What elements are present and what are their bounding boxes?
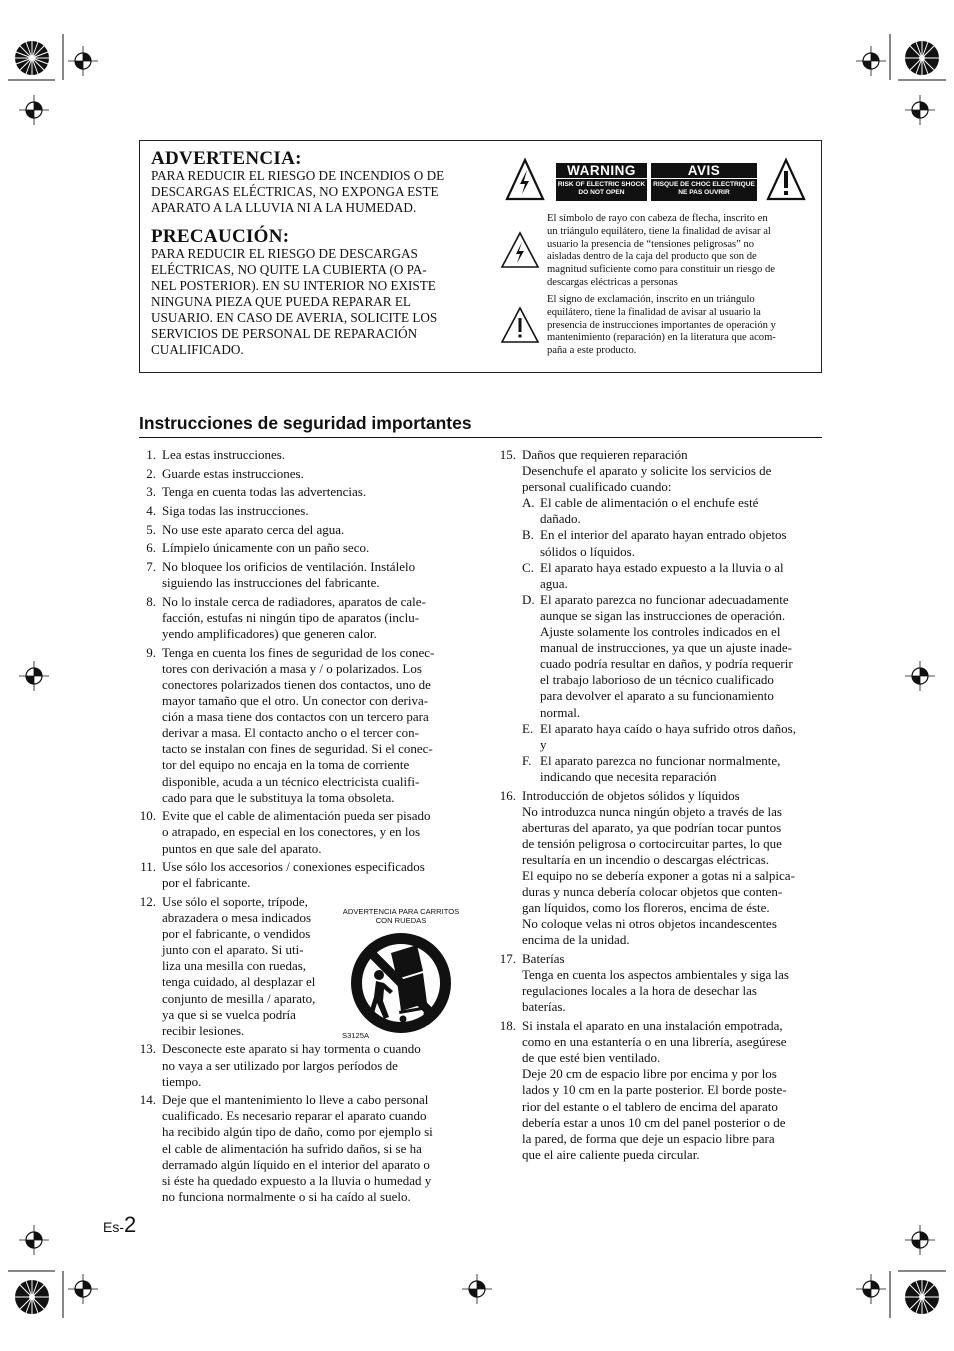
list-item: 17. Baterías Tenga en cuenta los aspectos ambientales y siga las regulaciones locales a la hora de desechar las baterías. [499,951,789,1015]
precaucion-text: PARA REDUCIR EL RIESGO DE DESCARGAS ELÉCTRICAS, NO QUITE LA CUBIERTA (O PA- NEL POSTERIOR). EN SU INTERIOR NO EXISTE NINGUNA PIEZA QUE PUEDA REPARAR EL USUARIO. EN CASO DE AVERIA, SOLICITE LOS SERVICIOS DE PERSONAL DE REPARACIÓN CUALIFICADO. [151,246,438,357]
precaucion-heading: PRECAUCIÓN: [151,226,290,247]
crosshair-mark-bottom-center [462,1274,492,1304]
list-item: 14. Deje que el mantenimiento lo lleve a cabo personal cualificado. Es necesario reparar el aparato cuando ha recibido algún tipo de daño, como por ejemplo si el cable de alimentación ha sufrido daños, si se ha derramado algún líquido en el interior del aparato o si éste ha quedado expuesto a la lluvia o humedad y no funciona normalmente o si ha caído al suelo. [139,1092,433,1204]
sub-item: E. El aparato haya caído o haya sufrido otros daños, y [522,720,796,752]
registration-mark-top-right-outer [904,36,940,80]
cart-figure-code: S3125A [342,1031,370,1040]
list-item: 3. Tenga en cuenta todas las advertencias. [146,484,367,500]
list-item: 5. No use este aparato cerca del agua. [146,521,345,537]
section-title: Instrucciones de seguridad importantes [139,413,472,433]
list-item: 15. Daños que requieren reparación Desenchufe el aparato y solicite los servicios de personal cualificado cuando: A. El cable de alimentación o el enchufe esté dañado. B. En el interior del aparato hayan entrado objetos sólidos o líquidos. C. El aparato haya estado expuesto a la lluvia o al agua. D. El aparato parezca no funcionar adecuadamente aunque se sigan las instrucciones de operación. Ajuste solamente los controles indicados en el manual de instrucciones, ya que un ajuste inade- cuado podría resultar en daños, y podría requerir el trabajo laborioso de un técnico cualificado para devolver el aparato a su funcionamiento normal. E. El aparato haya caído o haya sufrido otros daños, y F. El aparato parezca no funcionar normalmente, indicando que necesita reparación [492,447,823,785]
registration-mark-bottom-left-outer [14,1275,50,1319]
warning-label: WARNING RISK OF ELECTRIC SHOCK DO NOT OPEN [556,163,647,201]
list-item: 6. Límpielo únicamente con un paño seco. [146,540,370,556]
left-column [132,447,464,1205]
list-item: 13. Desconecte este aparato si hay tormenta o cuando no vaya a ser utilizado por largos períodos de tiempo. [139,1041,421,1089]
crosshair-mark-bottom-right [856,1274,886,1304]
list-item: 2. Guarde estas instrucciones. [146,465,304,481]
sub-item: B. En el interior del aparato hayan entrado objetos sólidos o líquidos. [522,527,787,559]
exclamation-symbol-text: El signo de exclamación, inscrito en un triángulo equilátero, tiene la finalidad de avisar al usuario la presencia de instrucciones importantes de operación y mantenimiento (reparación) en la literatura que acom- paña a este producto. [547,294,776,357]
registration-mark-bottom-right-outer [904,1275,940,1319]
cart-warning-caption: ADVERTENCIA PARA CARRITOS CON RUEDAS [342,907,460,925]
lightning-symbol-text: El símbolo de rayo con cabeza de flecha, inscrito en un triángulo equilátero, tiene la finalidad de avisar al usuario la presencia de “tensiones peligrosas” no aisladas dentro de la caja del producto que son de magnitud suficiente como para constituir un riesgo de descargas eléctricas a personas [547,213,775,288]
cart-tip-over-warning-icon [347,931,455,1035]
crosshair-mark-right-middle [905,661,935,691]
crosshair-mark-top-right [856,46,886,76]
list-item: 7. No bloquee los orificios de ventilación. Instálelo siguiendo las instrucciones del fabricante. [146,559,416,591]
sub-item: A. El cable de alimentación o el enchufe esté dañado. [522,495,759,527]
advertencia-text: PARA REDUCIR EL RIESGO DE INCENDIOS O DE DESCARGAS ELÉCTRICAS, NO EXPONGA ESTE APARATO A LA LLUVIA NI A LA HUMEDAD. [151,168,445,215]
crosshair-mark-top-left [68,46,98,76]
list-item: 12. Use sólo el soporte, trípode, abrazadera o mesa indicados por el fabricante, o vendidos junto con el aparato. Si uti- liza una mesilla con ruedas, tenga cuidado, al desplazar el conjunto de mesilla / aparato, ya que si se vuelca podría recibir lesiones. [139,893,316,1038]
sub-item: C. El aparato haya estado expuesto a la lluvia o al agua. [522,559,784,591]
list-item: 18. Si instala el aparato en una instalación empotrada, como en una estantería o en una librería, asegúrese de que esté bien ventilado. Deje 20 cm de espacio libre por encima y por los lados y 10 cm en la parte posterior. El borde poste- rior del estante o el tablero de encima del aparato debería estar a unos 10 cm del panel posterior o de la pared, de forma que deje un espacio libre para que el aire caliente pueda circular. [499,1018,787,1162]
registration-mark-top-left-outer [14,36,50,80]
lightning-triangle-icon [505,157,545,203]
page-number: Es-2 [103,1212,137,1237]
crosshair-mark-left-upper [19,95,49,125]
crosshair-mark-left-lower [19,1225,49,1255]
list-item: 16. Introducción de objetos sólidos y líquidos No introduzca nunca ningún objeto a través de las aberturas del aparato, ya que podrían tocar puntos de tensión peligrosa o cortocircuitar partes, lo que resultaría en un incendio o descargas eléctricas. El equipo no se debería exponer a gotas ni a salpica- duras y nunca debería colocar objetos que conten- gan líquidos, como los floreros, encima de éste. No coloque velas ni otros objetos incandescentes encima de la unidad. [499,787,795,948]
exclamation-triangle-icon [766,157,806,203]
crosshair-mark-right-lower [905,1225,935,1255]
crosshair-mark-right-upper [905,95,935,125]
list-item: 11. Use sólo los accesorios / conexiones especificados por el fabricante. [140,859,425,891]
list-item: 10. Evite que el cable de alimentación pueda ser pisado o atrapado, en especial en los conectores, y en los puntos en que sale del aparato. [139,808,431,856]
list-item: 8. No lo instale cerca de radiadores, aparatos de cale- facción, estufas ni ningún tipo de aparatos (inclu- yendo amplificadores) que generen calor. [146,593,426,642]
crosshair-mark-bottom-left [68,1274,98,1304]
advertencia-heading: ADVERTENCIA: [151,148,302,169]
sub-item: F. El aparato parezca no funcionar normalmente, indicando que necesita reparación [522,752,781,784]
section-divider [139,437,822,438]
sub-item: D. El aparato parezca no funcionar adecuadamente aunque se sigan las instrucciones de operación. Ajuste solamente los controles indicados en el manual de instrucciones, ya que un ajuste inade- cuado podría resultar en daños, y podría requerir el trabajo laborioso de un técnico cualificado para devolver el aparato a su funcionamiento normal. [522,591,793,720]
lightning-symbol-icon [500,230,540,270]
avis-label: AVIS RISQUE DE CHOC ELECTRIQUE NE PAS OUVRIR [651,163,757,201]
crosshair-mark-left-middle [19,661,49,691]
right-column [492,447,823,1163]
list-item: 1. Lea estas instrucciones. [146,447,286,462]
exclamation-symbol-icon [500,305,540,345]
list-item: 9. Tenga en cuenta los fines de seguridad de los conec- tores con derivación a masa y / o polarizados. Los conectores polarizados tienen dos contactos, uno de mayor tamaño que el otro. Un conector con deriva- ción a masa tiene dos contactos con un tercero para derivar a masa. El contacto ancho o el tercer con- tacto se instalan con fines de seguridad. Si el conec- tor del equipo no encaja en la toma de corriente disponible, acuda a un técnico electricista cualifi- cado para que le substituya la toma obsoleta. [146,644,435,805]
list-item: 4. Siga todas las instrucciones. [146,503,309,519]
